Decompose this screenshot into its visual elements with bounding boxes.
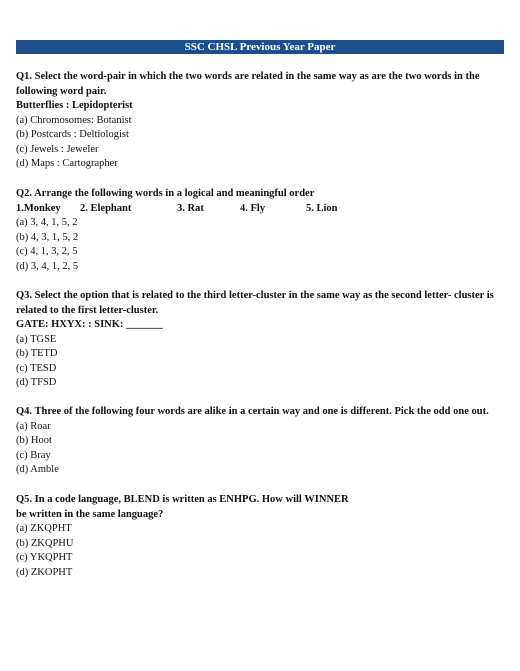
question-3-option-b: (b) TETD: [16, 348, 58, 359]
question-4-option-b: (b) Hoot: [16, 435, 52, 446]
question-2-option-b: (b) 4, 3, 1, 5, 2: [16, 231, 79, 243]
question-1-option-a: (a) Chromosomes: Botanist: [16, 114, 132, 126]
question-2-word-1: 1.Monkey: [16, 202, 61, 214]
question-3: [16, 289, 500, 391]
question-2-option-c: (c) 4, 1, 3, 2, 5: [16, 246, 78, 257]
question-5-option-b: (b) ZKQPHU: [16, 537, 74, 549]
question-5-option-c: (c) YKQPHT: [16, 552, 73, 563]
question-2-word-2: 2. Elephant: [80, 202, 132, 214]
question-5: [16, 493, 500, 580]
question-1-option-b: (b) Postcards : Deltiologist: [16, 129, 129, 140]
question-2-word-3: 3. Rat: [177, 202, 204, 214]
question-3-option-d: (d) TFSD: [16, 377, 57, 388]
question-1-title: Q1. Select the word-pair in which the two words are related in the same way as are the two words in the following word pair.: [16, 71, 480, 97]
page-title-banner: SSC CHSL Previous Year Paper: [16, 40, 504, 54]
question-5-option-d: (d) ZKOPHT: [16, 566, 73, 578]
question-4-option-a: (a) Roar: [16, 420, 51, 432]
question-5-option-a: (a) ZKQPHT: [16, 523, 72, 534]
question-2: [16, 187, 500, 274]
question-4: [16, 405, 500, 478]
question-2-word-4: 4. Fly: [240, 202, 266, 214]
question-5-title-line-1: Q5. In a code language, BLEND is written as ENHPG. How will WINNER: [16, 494, 349, 505]
question-2-word-5: 5. Lion: [306, 202, 338, 214]
question-4-option-d: (d) Amble: [16, 464, 59, 475]
question-1: [16, 70, 500, 172]
question-5-title-line-2: be written in the same language?: [16, 508, 164, 520]
question-3-option-c: (c) TESD: [16, 362, 57, 374]
question-2-option-d: (d) 3, 4, 1, 2, 5: [16, 260, 79, 272]
question-2-title: Q2. Arrange the following words in a logical and meaningful order: [16, 188, 315, 199]
question-3-option-a: (a) TGSE: [16, 333, 57, 345]
question-3-prompt: GATE: HXYX: : SINK: _______: [16, 319, 163, 330]
question-1-pair: Butterflies : Lepidopterist: [16, 100, 133, 111]
question-1-option-d: (d) Maps : Cartographer: [16, 158, 118, 169]
question-4-title: Q4. Three of the following four words are alike in a certain way and one is different. Pick the odd one out.: [16, 406, 489, 417]
question-2-word-list: [16, 202, 500, 217]
question-1-option-c: (c) Jewels : Jeweler: [16, 143, 99, 155]
question-3-title: Q3. Select the option that is related to the third letter-cluster in the same way as the second letter- cluster is related to the first letter-cluster.: [16, 290, 494, 316]
question-2-option-a: (a) 3, 4, 1, 5, 2: [16, 217, 78, 228]
question-4-option-c: (c) Bray: [16, 449, 51, 461]
